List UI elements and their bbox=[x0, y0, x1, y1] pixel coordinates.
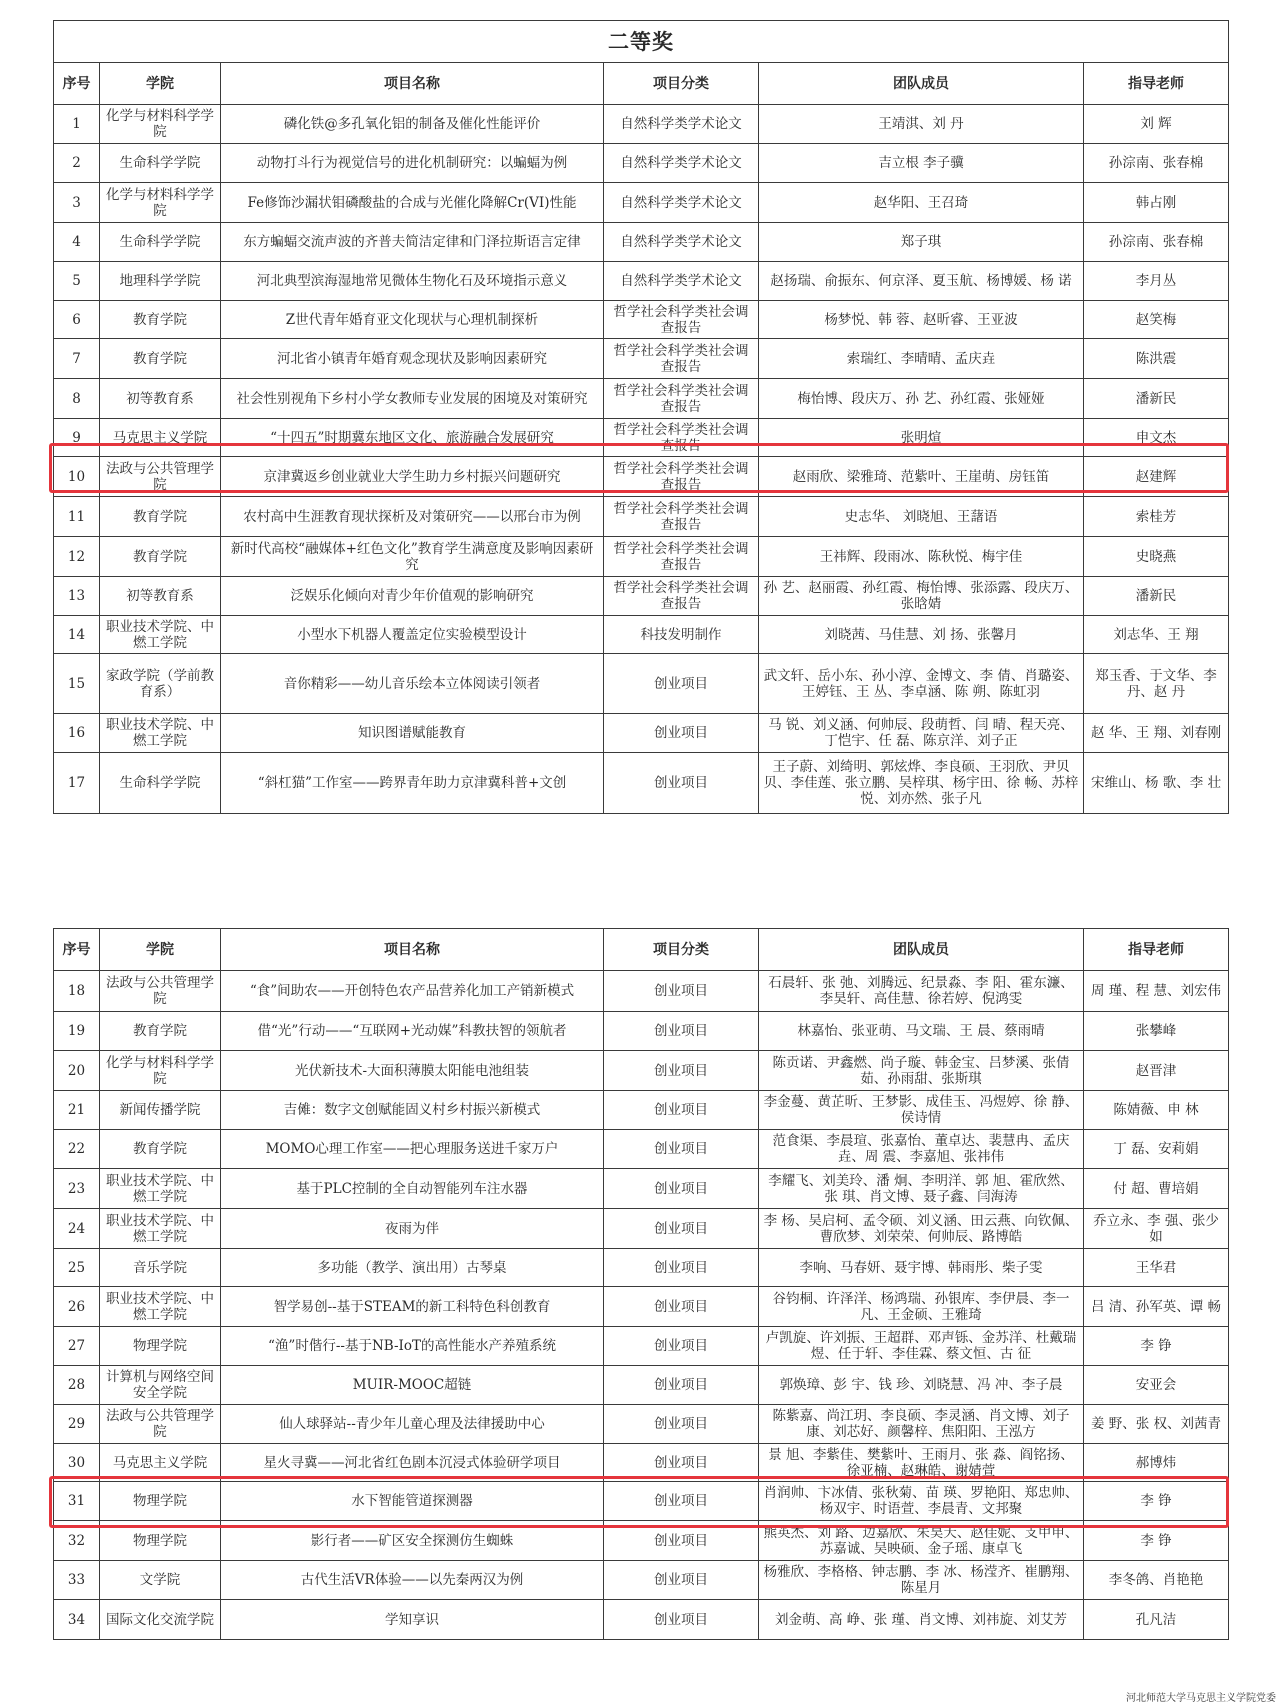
cell-college: 化学与材料科学学院 bbox=[100, 1051, 221, 1091]
cell-team-members: 郑子琪 bbox=[759, 223, 1084, 262]
cell-project-name: 磷化铁@多孔氧化铝的制备及催化性能评价 bbox=[221, 105, 604, 144]
cell-index: 15 bbox=[54, 654, 100, 714]
cell-advisor: 赵笑梅 bbox=[1084, 301, 1229, 339]
cell-college: 教育学院 bbox=[100, 1130, 221, 1169]
table-row bbox=[54, 1130, 1229, 1169]
cell-category: 自然科学类学术论文 bbox=[604, 183, 759, 223]
table-row bbox=[54, 144, 1229, 183]
header-category: 项目分类 bbox=[604, 929, 759, 971]
cell-advisor: 申文杰 bbox=[1084, 419, 1229, 457]
cell-project-name: 京津冀返乡创业就业大学生助力乡村振兴问题研究 bbox=[221, 457, 604, 497]
cell-college: 物理学院 bbox=[100, 1521, 221, 1561]
cell-college: 文学院 bbox=[100, 1561, 221, 1600]
cell-team-members: 梅怡博、段庆万、孙 艺、孙红霞、张娅娅 bbox=[759, 379, 1084, 419]
cell-category: 创业项目 bbox=[604, 1327, 759, 1366]
cell-category: 自然科学类学术论文 bbox=[604, 223, 759, 262]
cell-category: 创业项目 bbox=[604, 1249, 759, 1287]
cell-index: 19 bbox=[54, 1012, 100, 1051]
cell-team-members: 史志华、 刘晓旭、王藷语 bbox=[759, 497, 1084, 537]
cell-college: 国际文化交流学院 bbox=[100, 1600, 221, 1640]
cell-college: 法政与公共管理学院 bbox=[100, 971, 221, 1012]
cell-college: 计算机与网络空间安全学院 bbox=[100, 1366, 221, 1405]
cell-category: 创业项目 bbox=[604, 1366, 759, 1405]
cell-project-name: 借“光”行动——“互联网+光动媒”科教扶智的领航者 bbox=[221, 1012, 604, 1051]
cell-advisor: 陈婧薇、申 林 bbox=[1084, 1091, 1229, 1130]
cell-advisor: 丁 磊、安莉娟 bbox=[1084, 1130, 1229, 1169]
cell-team-members: 李响、马春妍、聂宇博、韩雨彤、柴子雯 bbox=[759, 1249, 1084, 1287]
cell-advisor: 孔凡洁 bbox=[1084, 1600, 1229, 1640]
table-row bbox=[54, 1561, 1229, 1600]
cell-college: 化学与材料科学学院 bbox=[100, 183, 221, 223]
cell-team-members: 陈贡诺、尹鑫燃、尚子璇、韩金宝、吕梦溪、张倩茹、孙雨甜、张斯琪 bbox=[759, 1051, 1084, 1091]
cell-team-members: 吉立根 李子骥 bbox=[759, 144, 1084, 183]
cell-advisor: 吕 清、孙军英、谭 畅 bbox=[1084, 1287, 1229, 1327]
cell-category: 创业项目 bbox=[604, 1012, 759, 1051]
table-row bbox=[54, 1600, 1229, 1640]
cell-index: 14 bbox=[54, 616, 100, 654]
cell-college: 教育学院 bbox=[100, 301, 221, 339]
cell-index: 33 bbox=[54, 1561, 100, 1600]
cell-team-members: 王子蔚、刘绮明、郭炫烨、李良硕、王羽欣、尹贝贝、李佳莲、张立鹏、吴梓琪、杨宇田、徐 畅、苏梓悦、刘亦然、张子凡 bbox=[759, 753, 1084, 814]
table-row bbox=[54, 1482, 1229, 1521]
cell-advisor: 潘新民 bbox=[1084, 379, 1229, 419]
cell-college: 生命科学学院 bbox=[100, 144, 221, 183]
table-title: 二等奖 bbox=[54, 21, 1229, 63]
cell-project-name: Fe修饰沙漏状钼磷酸盐的合成与光催化降解Cr(VI)性能 bbox=[221, 183, 604, 223]
cell-advisor: 乔立永、李 强、张少如 bbox=[1084, 1209, 1229, 1249]
cell-index: 8 bbox=[54, 379, 100, 419]
cell-college: 职业技术学院、中燃工学院 bbox=[100, 1169, 221, 1209]
header-project-name: 项目名称 bbox=[221, 63, 604, 105]
cell-index: 7 bbox=[54, 339, 100, 379]
cell-index: 22 bbox=[54, 1130, 100, 1169]
cell-index: 30 bbox=[54, 1444, 100, 1482]
cell-team-members: 石晨轩、张 弛、刘腾远、纪景淼、李 阳、霍东濂、李昊轩、高佳慧、徐若婷、倪鸿雯 bbox=[759, 971, 1084, 1012]
cell-project-name: 知识图谱赋能教育 bbox=[221, 714, 604, 753]
cell-index: 23 bbox=[54, 1169, 100, 1209]
cell-category: 创业项目 bbox=[604, 971, 759, 1012]
table-row bbox=[54, 1209, 1229, 1249]
cell-team-members: 熊英杰、刘 路、边嘉欣、朱昊天、赵佳妮、支甲申、苏嘉诚、吴映硕、金子瑶、康卓飞 bbox=[759, 1521, 1084, 1561]
cell-category: 创业项目 bbox=[604, 714, 759, 753]
cell-college: 地理科学学院 bbox=[100, 262, 221, 301]
cell-advisor: 付 超、曹培娟 bbox=[1084, 1169, 1229, 1209]
cell-team-members: 卢凯旋、许刘振、王超群、邓声铄、金苏洋、杜戴瑞煜、任于轩、李佳霖、蔡文恒、古 征 bbox=[759, 1327, 1084, 1366]
cell-category: 哲学社会科学类社会调查报告 bbox=[604, 497, 759, 537]
cell-advisor: 韩占刚 bbox=[1084, 183, 1229, 223]
cell-project-name: 河北典型滨海湿地常见微体生物化石及环境指示意义 bbox=[221, 262, 604, 301]
cell-team-members: 刘晓茜、马佳慧、刘 扬、张馨月 bbox=[759, 616, 1084, 654]
table-row bbox=[54, 1444, 1229, 1482]
cell-project-name: 新时代高校“融媒体+红色文化”教育学生满意度及影响因素研究 bbox=[221, 537, 604, 577]
header-college: 学院 bbox=[100, 63, 221, 105]
cell-advisor: 姜 野、张 权、刘茜青 bbox=[1084, 1405, 1229, 1444]
award-table-continued bbox=[53, 928, 1229, 1640]
cell-category: 哲学社会科学类社会调查报告 bbox=[604, 537, 759, 577]
cell-index: 31 bbox=[54, 1482, 100, 1521]
cell-advisor: 陈洪震 bbox=[1084, 339, 1229, 379]
table-row bbox=[54, 714, 1229, 753]
cell-college: 马克思主义学院 bbox=[100, 1444, 221, 1482]
cell-category: 创业项目 bbox=[604, 1482, 759, 1521]
table-row bbox=[54, 971, 1229, 1012]
cell-category: 哲学社会科学类社会调查报告 bbox=[604, 301, 759, 339]
cell-team-members: 谷钧桐、许泽洋、杨鸿瑞、孙银库、李伊晨、李一凡、王金硕、王雅琦 bbox=[759, 1287, 1084, 1327]
cell-index: 27 bbox=[54, 1327, 100, 1366]
cell-college: 化学与材料科学学院 bbox=[100, 105, 221, 144]
cell-college: 职业技术学院、中燃工学院 bbox=[100, 714, 221, 753]
cell-project-name: 古代生活VR体验——以先秦两汉为例 bbox=[221, 1561, 604, 1600]
cell-team-members: 郭焕璋、彭 宇、钱 珍、刘晓慧、冯 冲、李子晨 bbox=[759, 1366, 1084, 1405]
cell-category: 创业项目 bbox=[604, 1561, 759, 1600]
cell-category: 自然科学类学术论文 bbox=[604, 144, 759, 183]
cell-college: 音乐学院 bbox=[100, 1249, 221, 1287]
cell-category: 创业项目 bbox=[604, 1091, 759, 1130]
cell-team-members: 王靖淇、刘 丹 bbox=[759, 105, 1084, 144]
cell-team-members: 刘金萌、高 峥、张 瑾、肖文博、刘祎旋、刘艾芳 bbox=[759, 1600, 1084, 1640]
cell-college: 马克思主义学院 bbox=[100, 419, 221, 457]
table-row bbox=[54, 1327, 1229, 1366]
cell-category: 创业项目 bbox=[604, 1130, 759, 1169]
cell-category: 哲学社会科学类社会调查报告 bbox=[604, 457, 759, 497]
header-team-members: 团队成员 bbox=[759, 929, 1084, 971]
cell-index: 26 bbox=[54, 1287, 100, 1327]
cell-team-members: 杨梦悦、韩 蓉、赵昕睿、王亚波 bbox=[759, 301, 1084, 339]
cell-index: 12 bbox=[54, 537, 100, 577]
cell-project-name: 河北省小镇青年婚育观念现状及影响因素研究 bbox=[221, 339, 604, 379]
cell-project-name: 东方蝙蝠交流声波的齐普夫简洁定律和门泽拉斯语言定律 bbox=[221, 223, 604, 262]
cell-index: 2 bbox=[54, 144, 100, 183]
table-row bbox=[54, 379, 1229, 419]
cell-project-name: 学知享识 bbox=[221, 1600, 604, 1640]
cell-team-members: 赵雨欣、梁雅琦、范紫叶、王崖萌、房钰笛 bbox=[759, 457, 1084, 497]
cell-team-members: 李金蔓、黄芷昕、王梦影、成佳玉、冯煜婷、徐 静、侯诗情 bbox=[759, 1091, 1084, 1130]
table-row bbox=[54, 419, 1229, 457]
cell-index: 9 bbox=[54, 419, 100, 457]
table-row bbox=[54, 497, 1229, 537]
table-row bbox=[54, 1521, 1229, 1561]
cell-index: 29 bbox=[54, 1405, 100, 1444]
cell-team-members: 景 旭、李紫佳、樊紫叶、王雨月、张 淼、阎铭扬、徐亚楠、赵琳皓、谢婧萱 bbox=[759, 1444, 1084, 1482]
cell-project-name: 泛娱乐化倾向对青少年价值观的影响研究 bbox=[221, 577, 604, 616]
cell-index: 6 bbox=[54, 301, 100, 339]
header-advisor: 指导老师 bbox=[1084, 63, 1229, 105]
cell-college: 职业技术学院、中燃工学院 bbox=[100, 616, 221, 654]
cell-college: 新闻传播学院 bbox=[100, 1091, 221, 1130]
cell-category: 创业项目 bbox=[604, 1600, 759, 1640]
cell-category: 创业项目 bbox=[604, 1169, 759, 1209]
cell-index: 17 bbox=[54, 753, 100, 814]
cell-project-name: 仙人球驿站--青少年儿童心理及法律援助中心 bbox=[221, 1405, 604, 1444]
table-row bbox=[54, 1366, 1229, 1405]
cell-category: 自然科学类学术论文 bbox=[604, 105, 759, 144]
cell-project-name: “十四五”时期冀东地区文化、旅游融合发展研究 bbox=[221, 419, 604, 457]
cell-project-name: MOMO心理工作室——把心理服务送进千家万户 bbox=[221, 1130, 604, 1169]
header-college: 学院 bbox=[100, 929, 221, 971]
cell-category: 创业项目 bbox=[604, 1444, 759, 1482]
cell-project-name: 夜雨为伴 bbox=[221, 1209, 604, 1249]
table-row bbox=[54, 753, 1229, 814]
cell-advisor: 宋维山、杨 歌、李 壮 bbox=[1084, 753, 1229, 814]
table-row bbox=[54, 577, 1229, 616]
cell-college: 物理学院 bbox=[100, 1482, 221, 1521]
cell-advisor: 李冬鸽、肖艳艳 bbox=[1084, 1561, 1229, 1600]
cell-project-name: 社会性别视角下乡村小学女教师专业发展的困境及对策研究 bbox=[221, 379, 604, 419]
header-project-name: 项目名称 bbox=[221, 929, 604, 971]
cell-index: 24 bbox=[54, 1209, 100, 1249]
cell-project-name: 农村高中生涯教育现状探析及对策研究——以邢台市为例 bbox=[221, 497, 604, 537]
header-index: 序号 bbox=[54, 929, 100, 971]
table-row bbox=[54, 1287, 1229, 1327]
table-row bbox=[54, 105, 1229, 144]
cell-advisor: 李月丛 bbox=[1084, 262, 1229, 301]
table-row bbox=[54, 223, 1229, 262]
table-row bbox=[54, 457, 1229, 497]
cell-college: 生命科学学院 bbox=[100, 753, 221, 814]
cell-advisor: 赵晋津 bbox=[1084, 1051, 1229, 1091]
header-index: 序号 bbox=[54, 63, 100, 105]
cell-project-name: 光伏新技术-大面积薄膜太阳能电池组装 bbox=[221, 1051, 604, 1091]
cell-index: 5 bbox=[54, 262, 100, 301]
cell-advisor: 刘 辉 bbox=[1084, 105, 1229, 144]
cell-project-name: “食”间助农——开创特色农产品营养化加工产销新模式 bbox=[221, 971, 604, 1012]
cell-advisor: 郝博炜 bbox=[1084, 1444, 1229, 1482]
cell-index: 16 bbox=[54, 714, 100, 753]
cell-team-members: 马 锐、刘义涵、何帅辰、段萌哲、闫 晴、程天亮、丁恺宇、任 磊、陈京洋、刘子正 bbox=[759, 714, 1084, 753]
table-row bbox=[54, 1249, 1229, 1287]
cell-college: 教育学院 bbox=[100, 537, 221, 577]
cell-project-name: 多功能（教学、演出用）古琴桌 bbox=[221, 1249, 604, 1287]
cell-project-name: 基于PLC控制的全自动智能列车注水器 bbox=[221, 1169, 604, 1209]
cell-team-members: 武文轩、岳小东、孙小淳、金博文、李 倩、肖璐姿、王婷钰、王 丛、李卓涵、陈 朔、陈虹羽 bbox=[759, 654, 1084, 714]
cell-advisor: 安亚会 bbox=[1084, 1366, 1229, 1405]
cell-advisor: 索桂芳 bbox=[1084, 497, 1229, 537]
cell-college: 生命科学学院 bbox=[100, 223, 221, 262]
cell-team-members: 林嘉怡、张亚萌、马文瑞、王 晨、蔡雨晴 bbox=[759, 1012, 1084, 1051]
table-row bbox=[54, 654, 1229, 714]
cell-index: 25 bbox=[54, 1249, 100, 1287]
footer-watermark: 河北师范大学马克思主义学院党委 bbox=[1126, 1693, 1276, 1704]
cell-advisor: 王华君 bbox=[1084, 1249, 1229, 1287]
cell-advisor: 张攀峰 bbox=[1084, 1012, 1229, 1051]
cell-team-members: 赵华阳、王召琦 bbox=[759, 183, 1084, 223]
header-team-members: 团队成员 bbox=[759, 63, 1084, 105]
table-row bbox=[54, 1012, 1229, 1051]
cell-advisor: 李 铮 bbox=[1084, 1482, 1229, 1521]
cell-category: 创业项目 bbox=[604, 1209, 759, 1249]
cell-college: 家政学院（学前教育系） bbox=[100, 654, 221, 714]
table-row bbox=[54, 183, 1229, 223]
cell-project-name: MUIR-MOOC超链 bbox=[221, 1366, 604, 1405]
cell-college: 初等教育系 bbox=[100, 379, 221, 419]
table-row bbox=[54, 1169, 1229, 1209]
cell-index: 3 bbox=[54, 183, 100, 223]
cell-category: 自然科学类学术论文 bbox=[604, 262, 759, 301]
cell-project-name: 影行者——矿区安全探测仿生蜘蛛 bbox=[221, 1521, 604, 1561]
cell-team-members: 李耀飞、刘美玲、潘 炯、李明洋、郭 旭、霍欣然、张 琪、肖文博、聂子鑫、闫海涛 bbox=[759, 1169, 1084, 1209]
cell-college: 教育学院 bbox=[100, 497, 221, 537]
cell-category: 创业项目 bbox=[604, 1405, 759, 1444]
cell-index: 18 bbox=[54, 971, 100, 1012]
table-row bbox=[54, 1051, 1229, 1091]
cell-category: 哲学社会科学类社会调查报告 bbox=[604, 419, 759, 457]
cell-team-members: 李 杨、吴启柯、孟令硕、刘义涵、田云燕、向钦佩、曹欣梦、刘荣荣、何帅辰、路博皓 bbox=[759, 1209, 1084, 1249]
cell-category: 科技发明制作 bbox=[604, 616, 759, 654]
cell-project-name: 动物打斗行为视觉信号的进化机制研究：以蝙蝠为例 bbox=[221, 144, 604, 183]
cell-team-members: 赵扬瑞、俞振东、何京泽、夏玉航、杨博媛、杨 诺 bbox=[759, 262, 1084, 301]
cell-team-members: 杨雅欣、李格格、钟志鹏、李 冰、杨滢齐、崔鹏翔、陈星月 bbox=[759, 1561, 1084, 1600]
cell-team-members: 索瑞红、李晴晴、孟庆垚 bbox=[759, 339, 1084, 379]
cell-project-name: 星火寻冀——河北省红色剧本沉浸式体验研学项目 bbox=[221, 1444, 604, 1482]
cell-advisor: 孙淙南、张春棉 bbox=[1084, 223, 1229, 262]
cell-index: 4 bbox=[54, 223, 100, 262]
cell-category: 创业项目 bbox=[604, 753, 759, 814]
cell-index: 34 bbox=[54, 1600, 100, 1640]
cell-advisor: 孙淙南、张春棉 bbox=[1084, 144, 1229, 183]
table-row bbox=[54, 1405, 1229, 1444]
cell-project-name: 智学易创--基于STEAM的新工科特色科创教育 bbox=[221, 1287, 604, 1327]
cell-index: 32 bbox=[54, 1521, 100, 1561]
cell-advisor: 郑玉香、于文华、李 丹、赵 丹 bbox=[1084, 654, 1229, 714]
cell-project-name: 水下智能管道探测器 bbox=[221, 1482, 604, 1521]
cell-team-members: 王祎辉、段雨冰、陈秋悦、梅宇佳 bbox=[759, 537, 1084, 577]
cell-team-members: 孙 艺、赵丽霞、孙红霞、梅怡博、张添露、段庆万、张晗婧 bbox=[759, 577, 1084, 616]
header-category: 项目分类 bbox=[604, 63, 759, 105]
table-row bbox=[54, 1091, 1229, 1130]
cell-project-name: 音你精彩——幼儿音乐绘本立体阅读引领者 bbox=[221, 654, 604, 714]
cell-index: 11 bbox=[54, 497, 100, 537]
cell-category: 哲学社会科学类社会调查报告 bbox=[604, 339, 759, 379]
cell-advisor: 刘志华、王 翔 bbox=[1084, 616, 1229, 654]
cell-index: 10 bbox=[54, 457, 100, 497]
table-row bbox=[54, 301, 1229, 339]
cell-advisor: 潘新民 bbox=[1084, 577, 1229, 616]
cell-category: 哲学社会科学类社会调查报告 bbox=[604, 379, 759, 419]
cell-college: 法政与公共管理学院 bbox=[100, 1405, 221, 1444]
header-advisor: 指导老师 bbox=[1084, 929, 1229, 971]
cell-category: 创业项目 bbox=[604, 1051, 759, 1091]
cell-advisor: 周 瑾、程 慧、刘宏伟 bbox=[1084, 971, 1229, 1012]
cell-index: 28 bbox=[54, 1366, 100, 1405]
cell-college: 初等教育系 bbox=[100, 577, 221, 616]
cell-team-members: 张明煊 bbox=[759, 419, 1084, 457]
cell-advisor: 史晓燕 bbox=[1084, 537, 1229, 577]
cell-category: 创业项目 bbox=[604, 654, 759, 714]
cell-project-name: “斜杠猫”工作室——跨界青年助力京津冀科普+文创 bbox=[221, 753, 604, 814]
cell-college: 物理学院 bbox=[100, 1327, 221, 1366]
cell-college: 教育学院 bbox=[100, 339, 221, 379]
table-row bbox=[54, 262, 1229, 301]
award-table-second-prize bbox=[53, 20, 1229, 814]
cell-college: 职业技术学院、中燃工学院 bbox=[100, 1209, 221, 1249]
cell-project-name: 吉傩：数字文创赋能固义村乡村振兴新模式 bbox=[221, 1091, 604, 1130]
cell-index: 21 bbox=[54, 1091, 100, 1130]
cell-category: 哲学社会科学类社会调查报告 bbox=[604, 577, 759, 616]
cell-index: 1 bbox=[54, 105, 100, 144]
table-row bbox=[54, 339, 1229, 379]
cell-index: 20 bbox=[54, 1051, 100, 1091]
cell-college: 法政与公共管理学院 bbox=[100, 457, 221, 497]
cell-project-name: Z世代青年婚育亚文化现状与心理机制探析 bbox=[221, 301, 604, 339]
cell-advisor: 赵建辉 bbox=[1084, 457, 1229, 497]
cell-project-name: 小型水下机器人覆盖定位实验模型设计 bbox=[221, 616, 604, 654]
cell-team-members: 陈紫嘉、尚江玥、李良硕、李灵涵、肖文博、刘子康、刘芯好、颜馨梓、焦阳阳、王泓方 bbox=[759, 1405, 1084, 1444]
cell-college: 职业技术学院、中燃工学院 bbox=[100, 1287, 221, 1327]
cell-team-members: 范食渠、李晨瑄、张嘉怡、董卓达、裴慧冉、孟庆垚、周 震、李嘉旭、张祎伟 bbox=[759, 1130, 1084, 1169]
cell-advisor: 李 铮 bbox=[1084, 1521, 1229, 1561]
cell-advisor: 赵 华、王 翔、刘春刚 bbox=[1084, 714, 1229, 753]
cell-team-members: 肖润帅、卞冰倩、张秋菊、苗 瑛、罗艳阳、郑忠帅、杨双宇、时语萱、李晨青、文邦聚 bbox=[759, 1482, 1084, 1521]
table-row bbox=[54, 537, 1229, 577]
cell-project-name: “渔”时偕行--基于NB-IoT的高性能水产养殖系统 bbox=[221, 1327, 604, 1366]
cell-advisor: 李 铮 bbox=[1084, 1327, 1229, 1366]
cell-index: 13 bbox=[54, 577, 100, 616]
cell-category: 创业项目 bbox=[604, 1521, 759, 1561]
cell-college: 教育学院 bbox=[100, 1012, 221, 1051]
cell-category: 创业项目 bbox=[604, 1287, 759, 1327]
table-row bbox=[54, 616, 1229, 654]
